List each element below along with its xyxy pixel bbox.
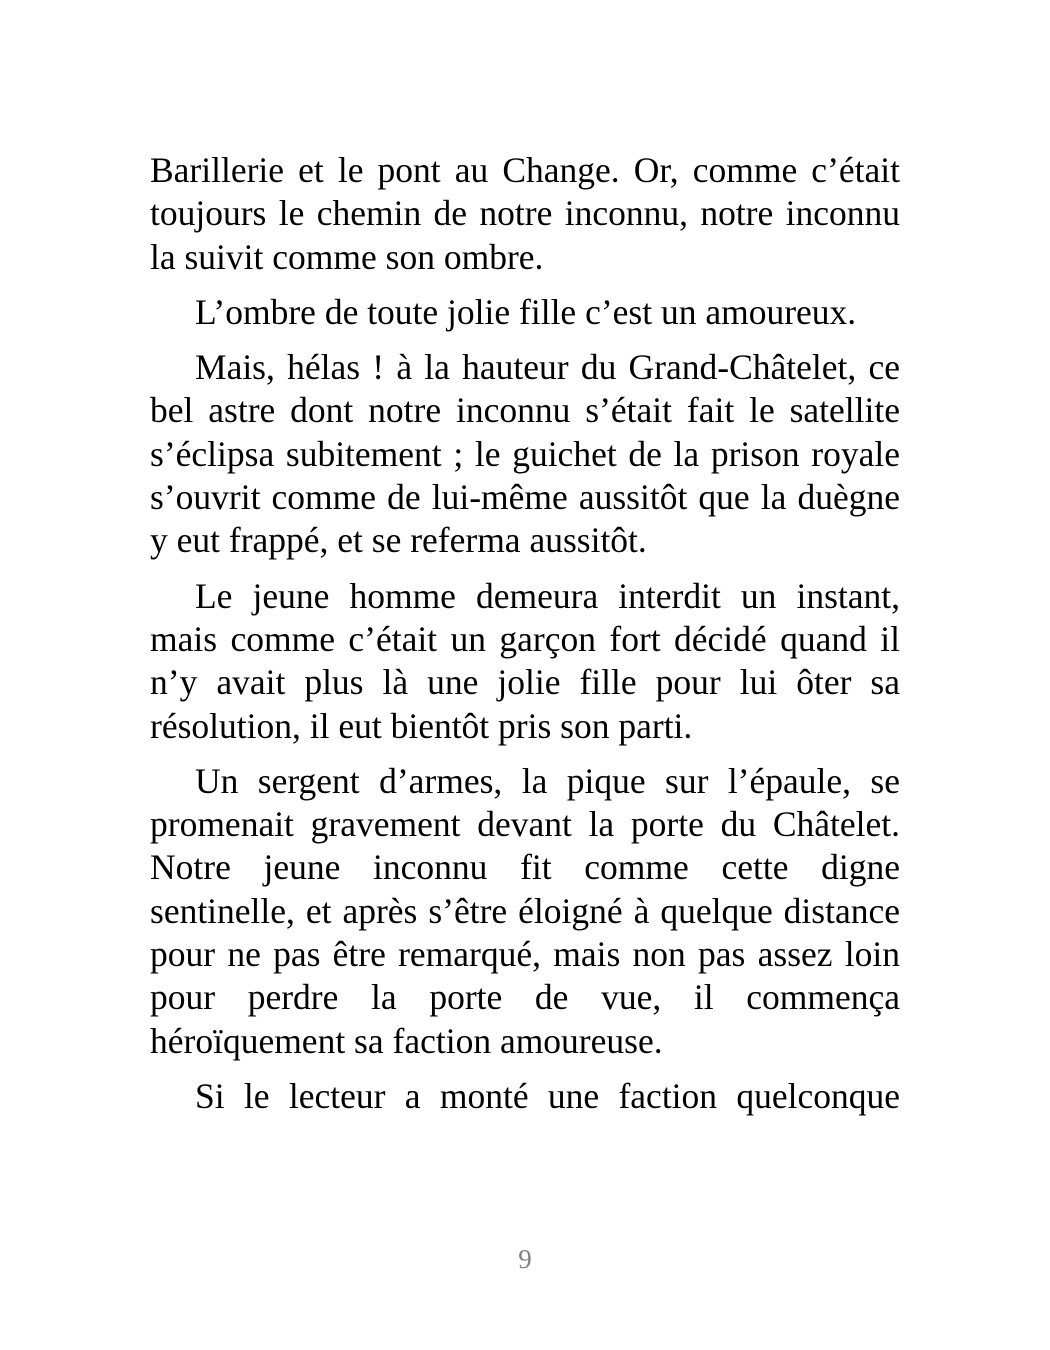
body-text bbox=[150, 149, 900, 1130]
paragraph-continuation: Barillerie et le pont au Change. Or, comme c’était toujours le chemin de notre inconnu, notre inconnu la suivit comme son ombre. bbox=[150, 150, 900, 277]
paragraph: Un sergent d’armes, la pique sur l’épaule, se promenait gravement devant la porte du Châtelet. Notre jeune inconnu fit comme cette digne sentinelle, et après s’être éloigné à quelque distance pour ne pas être remarqué, mais non pas assez loin pour perdre la porte de vue, il commença héroïquement sa faction amoureuse. bbox=[150, 760, 900, 1061]
paragraph-continued-next-page: Si le lecteur a monté une faction quelconque bbox=[195, 1075, 900, 1116]
paragraph: Le jeune homme demeura interdit un instant, mais comme c’était un garçon fort décidé quand il n’y avait plus là une jolie fille pour lui ôter sa résolution, il eut bientôt pris son parti. bbox=[150, 575, 900, 746]
paragraph: Mais, hélas ! à la hauteur du Grand-Châtelet, ce bel astre dont notre inconnu s’était fait le satellite s’éclipsa subitement ; le guichet de la prison royale s’ouvrit comme de lui-même aussitôt que la duègne y eut frappé, et se referma aussitôt. bbox=[150, 347, 900, 561]
page-number: 9 bbox=[518, 1244, 532, 1274]
paragraph: L’ombre de toute jolie fille c’est un amoureux. bbox=[195, 291, 857, 332]
